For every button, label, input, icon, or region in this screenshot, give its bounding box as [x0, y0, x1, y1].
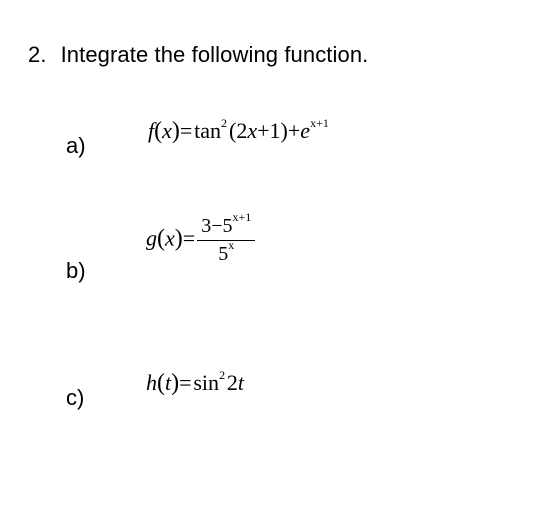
denominator-power: x [228, 238, 235, 252]
trig-function: sin [193, 370, 220, 395]
trig-power: 2 [219, 368, 226, 382]
part-a-label: a) [66, 133, 86, 158]
fraction-numerator [197, 210, 255, 241]
arg-close: +1) [257, 118, 288, 143]
exp-base: e [300, 118, 311, 143]
question-number: 2. [28, 42, 47, 67]
part-c-label: c) [66, 385, 85, 410]
numerator-text: 3−5 [201, 215, 233, 237]
arg-open: (2 [229, 118, 248, 143]
part-c-equation: h(t)= $\sin^2$ 2t [146, 368, 245, 396]
arg-coefficient: 2 [226, 370, 238, 395]
function-name: f [148, 118, 155, 143]
arg-variable: t [237, 370, 245, 395]
denominator-base: 5 [218, 243, 229, 265]
arg-variable: x [247, 118, 258, 143]
plus-sign: + [287, 118, 301, 143]
trig-power: 2 [221, 116, 228, 130]
function-name: h [146, 370, 157, 395]
part-a-equation: f(x)= $\tan^2$ $(2x+1)+e^{x+1}$ [148, 116, 329, 144]
part-b-equation: g(x)= $\frac{3-5^{x+1}}{5^x}$ [146, 215, 255, 266]
function-name: g [146, 225, 157, 251]
exp-power: x+1 [310, 116, 329, 130]
variable: x [165, 225, 175, 251]
numerator-power: x+1 [232, 210, 252, 224]
question-title [28, 42, 368, 68]
trig-function: tan [194, 118, 222, 143]
variable: t [165, 370, 172, 395]
part-b-label: b) [66, 258, 86, 283]
fraction-denominator [197, 238, 255, 266]
variable: x [162, 118, 172, 143]
question-text: Integrate the following function. [60, 42, 369, 67]
